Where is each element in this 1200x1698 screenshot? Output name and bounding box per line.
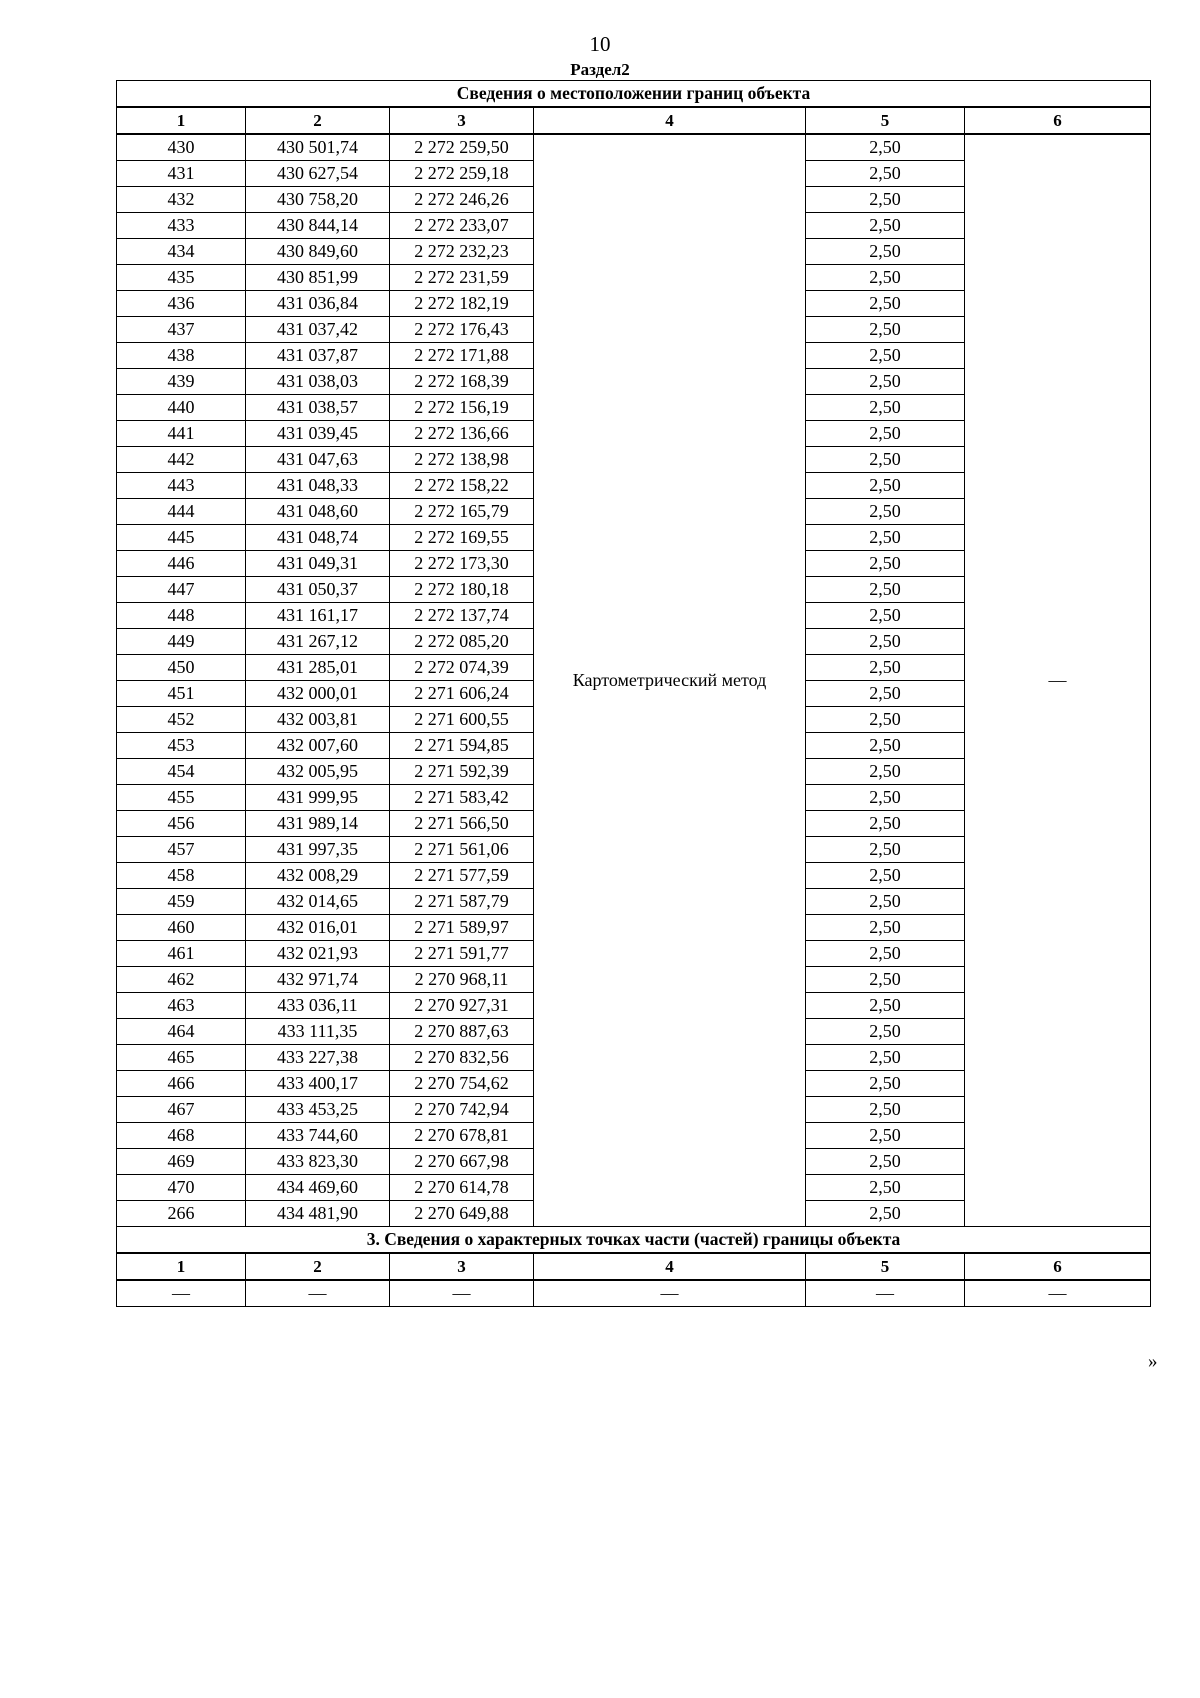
accuracy-cell: 2,50 (806, 187, 965, 213)
accuracy-cell: 2,50 (806, 967, 965, 993)
point-number-cell: 458 (117, 863, 246, 889)
point-number-cell: 432 (117, 187, 246, 213)
point-number-cell: 469 (117, 1149, 246, 1175)
section2-title-row (117, 81, 1151, 108)
y-coordinate-cell: 2 271 566,50 (390, 811, 534, 837)
y-coordinate-cell: 2 272 182,19 (390, 291, 534, 317)
section3-header-cell: 1 (117, 1253, 246, 1280)
x-coordinate-cell: 431 048,33 (246, 473, 390, 499)
x-coordinate-cell: 433 227,38 (246, 1045, 390, 1071)
section2-header-cell: 4 (534, 107, 806, 134)
x-coordinate-cell: 431 049,31 (246, 551, 390, 577)
section3-header-cell: 2 (246, 1253, 390, 1280)
y-coordinate-cell: 2 272 232,23 (390, 239, 534, 265)
point-number-cell: 451 (117, 681, 246, 707)
x-coordinate-cell: 431 285,01 (246, 655, 390, 681)
x-coordinate-cell: 431 047,63 (246, 447, 390, 473)
point-number-cell: 266 (117, 1201, 246, 1227)
accuracy-cell: 2,50 (806, 681, 965, 707)
point-number-cell: 446 (117, 551, 246, 577)
y-coordinate-cell: 2 270 649,88 (390, 1201, 534, 1227)
section3-row (117, 1280, 1151, 1307)
y-coordinate-cell: 2 272 246,26 (390, 187, 534, 213)
section3-cell: — (117, 1280, 246, 1307)
y-coordinate-cell: 2 272 233,07 (390, 213, 534, 239)
method-cell: Картометрический метод (534, 134, 806, 1227)
x-coordinate-cell: 430 501,74 (246, 134, 390, 161)
point-number-cell: 459 (117, 889, 246, 915)
accuracy-cell: 2,50 (806, 1045, 965, 1071)
point-number-cell: 431 (117, 161, 246, 187)
x-coordinate-cell: 430 844,14 (246, 213, 390, 239)
y-coordinate-cell: 2 272 180,18 (390, 577, 534, 603)
y-coordinate-cell: 2 271 577,59 (390, 863, 534, 889)
section2-header-cell: 6 (965, 107, 1151, 134)
accuracy-cell: 2,50 (806, 525, 965, 551)
point-number-cell: 443 (117, 473, 246, 499)
accuracy-cell: 2,50 (806, 1097, 965, 1123)
accuracy-cell: 2,50 (806, 421, 965, 447)
accuracy-cell: 2,50 (806, 499, 965, 525)
accuracy-cell: 2,50 (806, 1071, 965, 1097)
x-coordinate-cell: 432 005,95 (246, 759, 390, 785)
accuracy-cell: 2,50 (806, 733, 965, 759)
point-number-cell: 430 (117, 134, 246, 161)
point-number-cell: 438 (117, 343, 246, 369)
x-coordinate-cell: 430 627,54 (246, 161, 390, 187)
x-coordinate-cell: 432 008,29 (246, 863, 390, 889)
section2-header-cell: 3 (390, 107, 534, 134)
y-coordinate-cell: 2 270 887,63 (390, 1019, 534, 1045)
section3-cell: — (806, 1280, 965, 1307)
section3-title: 3. Сведения о характерных точках части (частей) границы объекта (117, 1227, 1151, 1254)
y-coordinate-cell: 2 272 259,50 (390, 134, 534, 161)
y-coordinate-cell: 2 272 176,43 (390, 317, 534, 343)
y-coordinate-cell: 2 271 561,06 (390, 837, 534, 863)
section3-header-row (117, 1253, 1151, 1280)
x-coordinate-cell: 431 048,74 (246, 525, 390, 551)
boundary-table (116, 80, 1151, 1307)
accuracy-cell: 2,50 (806, 134, 965, 161)
point-number-cell: 461 (117, 941, 246, 967)
x-coordinate-cell: 431 989,14 (246, 811, 390, 837)
x-coordinate-cell: 431 039,45 (246, 421, 390, 447)
y-coordinate-cell: 2 270 614,78 (390, 1175, 534, 1201)
section3-title-row (117, 1227, 1151, 1254)
x-coordinate-cell: 431 050,37 (246, 577, 390, 603)
point-number-cell: 462 (117, 967, 246, 993)
accuracy-cell: 2,50 (806, 291, 965, 317)
x-coordinate-cell: 432 021,93 (246, 941, 390, 967)
x-coordinate-cell: 432 016,01 (246, 915, 390, 941)
point-number-cell: 465 (117, 1045, 246, 1071)
accuracy-cell: 2,50 (806, 941, 965, 967)
x-coordinate-cell: 431 037,87 (246, 343, 390, 369)
point-number-cell: 449 (117, 629, 246, 655)
point-number-cell: 440 (117, 395, 246, 421)
y-coordinate-cell: 2 271 592,39 (390, 759, 534, 785)
x-coordinate-cell: 431 037,42 (246, 317, 390, 343)
point-number-cell: 433 (117, 213, 246, 239)
y-coordinate-cell: 2 272 173,30 (390, 551, 534, 577)
y-coordinate-cell: 2 272 169,55 (390, 525, 534, 551)
section2-header-row (117, 107, 1151, 134)
section3-cell: — (390, 1280, 534, 1307)
point-number-cell: 457 (117, 837, 246, 863)
accuracy-cell: 2,50 (806, 317, 965, 343)
accuracy-cell: 2,50 (806, 915, 965, 941)
point-number-cell: 463 (117, 993, 246, 1019)
x-coordinate-cell: 432 000,01 (246, 681, 390, 707)
accuracy-cell: 2,50 (806, 707, 965, 733)
point-number-cell: 444 (117, 499, 246, 525)
y-coordinate-cell: 2 272 259,18 (390, 161, 534, 187)
y-coordinate-cell: 2 271 583,42 (390, 785, 534, 811)
section2-title: Сведения о местоположении границ объекта (117, 81, 1151, 108)
accuracy-cell: 2,50 (806, 551, 965, 577)
x-coordinate-cell: 434 469,60 (246, 1175, 390, 1201)
y-coordinate-cell: 2 272 156,19 (390, 395, 534, 421)
accuracy-cell: 2,50 (806, 161, 965, 187)
y-coordinate-cell: 2 270 968,11 (390, 967, 534, 993)
y-coordinate-cell: 2 272 171,88 (390, 343, 534, 369)
x-coordinate-cell: 431 038,03 (246, 369, 390, 395)
y-coordinate-cell: 2 271 600,55 (390, 707, 534, 733)
x-coordinate-cell: 434 481,90 (246, 1201, 390, 1227)
accuracy-cell: 2,50 (806, 863, 965, 889)
y-coordinate-cell: 2 271 606,24 (390, 681, 534, 707)
point-number-cell: 447 (117, 577, 246, 603)
accuracy-cell: 2,50 (806, 447, 965, 473)
section3-cell: — (534, 1280, 806, 1307)
y-coordinate-cell: 2 272 168,39 (390, 369, 534, 395)
point-number-cell: 466 (117, 1071, 246, 1097)
accuracy-cell: 2,50 (806, 889, 965, 915)
y-coordinate-cell: 2 272 165,79 (390, 499, 534, 525)
accuracy-cell: 2,50 (806, 655, 965, 681)
x-coordinate-cell: 431 161,17 (246, 603, 390, 629)
section2-header-cell: 2 (246, 107, 390, 134)
x-coordinate-cell: 431 999,95 (246, 785, 390, 811)
x-coordinate-cell: 430 758,20 (246, 187, 390, 213)
point-number-cell: 437 (117, 317, 246, 343)
y-coordinate-cell: 2 270 742,94 (390, 1097, 534, 1123)
point-number-cell: 470 (117, 1175, 246, 1201)
accuracy-cell: 2,50 (806, 1149, 965, 1175)
section3-cell: — (965, 1280, 1151, 1307)
y-coordinate-cell: 2 272 158,22 (390, 473, 534, 499)
y-coordinate-cell: 2 270 927,31 (390, 993, 534, 1019)
point-number-cell: 445 (117, 525, 246, 551)
point-number-cell: 467 (117, 1097, 246, 1123)
y-coordinate-cell: 2 272 085,20 (390, 629, 534, 655)
accuracy-cell: 2,50 (806, 993, 965, 1019)
y-coordinate-cell: 2 270 832,56 (390, 1045, 534, 1071)
x-coordinate-cell: 433 453,25 (246, 1097, 390, 1123)
y-coordinate-cell: 2 272 231,59 (390, 265, 534, 291)
accuracy-cell: 2,50 (806, 239, 965, 265)
accuracy-cell: 2,50 (806, 473, 965, 499)
accuracy-cell: 2,50 (806, 213, 965, 239)
accuracy-cell: 2,50 (806, 811, 965, 837)
accuracy-cell: 2,50 (806, 785, 965, 811)
accuracy-cell: 2,50 (806, 395, 965, 421)
section3-header-cell: 6 (965, 1253, 1151, 1280)
x-coordinate-cell: 431 036,84 (246, 291, 390, 317)
section2-header-cell: 5 (806, 107, 965, 134)
x-coordinate-cell: 433 036,11 (246, 993, 390, 1019)
x-coordinate-cell: 432 007,60 (246, 733, 390, 759)
accuracy-cell: 2,50 (806, 629, 965, 655)
point-number-cell: 453 (117, 733, 246, 759)
x-coordinate-cell: 431 038,57 (246, 395, 390, 421)
accuracy-cell: 2,50 (806, 603, 965, 629)
y-coordinate-cell: 2 271 587,79 (390, 889, 534, 915)
point-number-cell: 435 (117, 265, 246, 291)
y-coordinate-cell: 2 272 136,66 (390, 421, 534, 447)
x-coordinate-cell: 431 997,35 (246, 837, 390, 863)
point-number-cell: 448 (117, 603, 246, 629)
y-coordinate-cell: 2 271 589,97 (390, 915, 534, 941)
point-number-cell: 456 (117, 811, 246, 837)
boundary-table-body (117, 81, 1151, 1307)
accuracy-cell: 2,50 (806, 1201, 965, 1227)
table-row (117, 134, 1151, 161)
point-number-cell: 450 (117, 655, 246, 681)
x-coordinate-cell: 432 003,81 (246, 707, 390, 733)
y-coordinate-cell: 2 272 074,39 (390, 655, 534, 681)
x-coordinate-cell: 431 048,60 (246, 499, 390, 525)
point-number-cell: 439 (117, 369, 246, 395)
point-number-cell: 454 (117, 759, 246, 785)
section3-header-cell: 5 (806, 1253, 965, 1280)
accuracy-cell: 2,50 (806, 265, 965, 291)
point-number-cell: 455 (117, 785, 246, 811)
x-coordinate-cell: 431 267,12 (246, 629, 390, 655)
point-number-cell: 464 (117, 1019, 246, 1045)
section3-header-cell: 4 (534, 1253, 806, 1280)
section-label: Раздел2 (570, 60, 630, 79)
accuracy-cell: 2,50 (806, 577, 965, 603)
y-coordinate-cell: 2 271 591,77 (390, 941, 534, 967)
x-coordinate-cell: 430 851,99 (246, 265, 390, 291)
x-coordinate-cell: 432 971,74 (246, 967, 390, 993)
y-coordinate-cell: 2 270 667,98 (390, 1149, 534, 1175)
y-coordinate-cell: 2 272 138,98 (390, 447, 534, 473)
accuracy-cell: 2,50 (806, 759, 965, 785)
closing-quote: » (1148, 1351, 1158, 1372)
accuracy-cell: 2,50 (806, 1175, 965, 1201)
x-coordinate-cell: 433 823,30 (246, 1149, 390, 1175)
page-number: 10 (589, 32, 611, 56)
x-coordinate-cell: 433 400,17 (246, 1071, 390, 1097)
x-coordinate-cell: 430 849,60 (246, 239, 390, 265)
accuracy-cell: 2,50 (806, 369, 965, 395)
point-number-cell: 434 (117, 239, 246, 265)
section3-header-cell: 3 (390, 1253, 534, 1280)
accuracy-cell: 2,50 (806, 343, 965, 369)
y-coordinate-cell: 2 272 137,74 (390, 603, 534, 629)
section2-header-cell: 1 (117, 107, 246, 134)
point-number-cell: 441 (117, 421, 246, 447)
accuracy-cell: 2,50 (806, 837, 965, 863)
accuracy-cell: 2,50 (806, 1123, 965, 1149)
point-number-cell: 436 (117, 291, 246, 317)
accuracy-cell: 2,50 (806, 1019, 965, 1045)
column-6-cell: — (965, 134, 1151, 1227)
point-number-cell: 468 (117, 1123, 246, 1149)
point-number-cell: 460 (117, 915, 246, 941)
y-coordinate-cell: 2 270 678,81 (390, 1123, 534, 1149)
y-coordinate-cell: 2 270 754,62 (390, 1071, 534, 1097)
point-number-cell: 452 (117, 707, 246, 733)
x-coordinate-cell: 433 111,35 (246, 1019, 390, 1045)
y-coordinate-cell: 2 271 594,85 (390, 733, 534, 759)
point-number-cell: 442 (117, 447, 246, 473)
x-coordinate-cell: 433 744,60 (246, 1123, 390, 1149)
x-coordinate-cell: 432 014,65 (246, 889, 390, 915)
section3-cell: — (246, 1280, 390, 1307)
